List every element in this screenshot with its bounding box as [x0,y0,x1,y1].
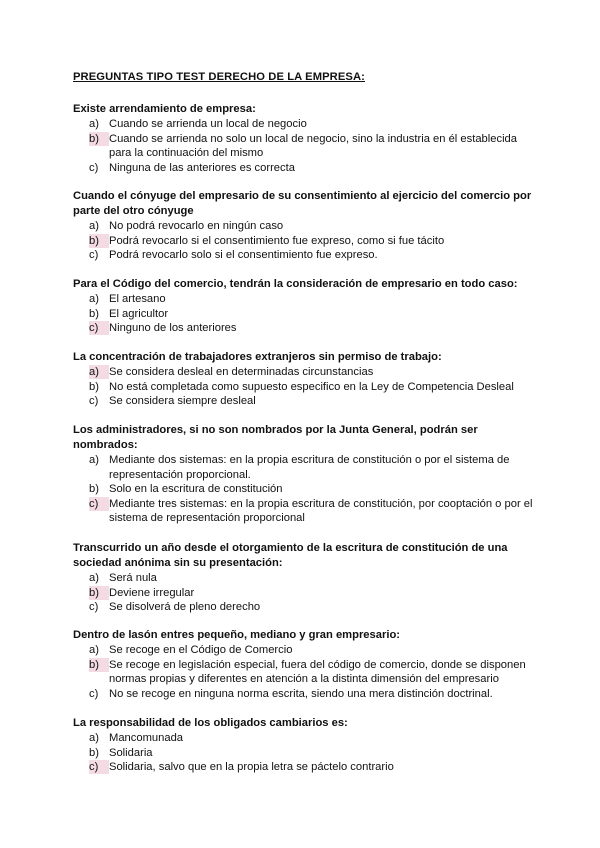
option-text: Se recoge en legislación especial, fuera del código de comercio, donde se disponen normas propias y diferentes en atención a la distinta dimensión del empresario [109,658,526,686]
option-item [73,643,533,658]
options-list [73,292,533,336]
option-item [73,746,533,761]
option-text: Será nula [109,572,157,584]
option-item [73,482,533,497]
option-text: Podrá revocarlo si el consentimiento fue expreso, como si fue tácito [109,234,445,247]
option-letter: b) [89,132,109,146]
option-letter: c) [89,687,99,700]
option-letter: b) [89,658,109,672]
option-text: Ninguno de los anteriores [109,322,237,335]
option-text: Podrá revocarlo solo si el consentimiento fue expreso. [109,249,378,262]
options-list [73,365,533,409]
option-letter: a) [89,118,99,130]
option-text: Se disolverá de pleno derecho [109,601,261,614]
option-letter: c) [89,321,109,335]
question-block [73,102,533,175]
question-block [73,423,533,526]
option-letter: c) [89,760,109,774]
option-item [73,658,533,687]
option-letter: b) [89,234,109,248]
option-item [73,687,533,702]
option-item [73,497,533,526]
option-item [73,365,533,380]
option-item [73,307,533,322]
option-item [73,321,533,336]
options-list [73,571,533,615]
option-text: Se considera desleal en determinadas circunstancias [109,366,374,378]
options-list [73,731,533,775]
question-block [73,541,533,615]
option-item [73,292,533,307]
option-text: No se recoge en ninguna norma escrita, siendo una mera distinción doctrinal. [109,687,493,700]
option-text: Mediante tres sistemas: en la propia escritura de constitución, por cooptación o por el sistema de representación proporcional [109,497,533,525]
document-title: PREGUNTAS TIPO TEST DERECHO DE LA EMPRESA: [73,71,365,83]
option-item [73,453,533,482]
option-letter: c) [89,395,99,408]
option-letter: c) [89,497,109,511]
question-block [73,628,533,701]
option-item [73,117,533,132]
option-text: Se considera siempre desleal [109,395,256,408]
option-item [73,234,533,249]
option-letter: a) [89,293,99,305]
question-text: Existe arrendamiento de empresa: [73,103,256,115]
option-letter: a) [89,732,99,744]
option-letter: c) [89,161,99,174]
option-item [73,219,533,234]
option-text: Ninguna de las anteriores es correcta [109,161,295,174]
option-item [73,248,533,263]
option-text: Deviene irregular [109,586,195,599]
option-letter: b) [89,746,99,759]
option-letter: b) [89,483,99,496]
question-block [73,189,533,263]
option-item [73,394,533,409]
option-item [73,600,533,615]
question-text: Los administradores, si no son nombrados por la Junta General, podrán ser nombrados: [73,424,478,451]
option-letter: c) [89,249,99,262]
option-text: Mediante dos sistemas: en la propia escritura de constitución o por el sistema de representación proporcional. [109,454,510,481]
option-text: Cuando se arrienda no solo un local de negocio, sino la industria en él establecida para la continuación del mismo [109,132,517,160]
option-text: No está completada como supuesto especifico en la Ley de Competencia Desleal [109,380,514,393]
question-text: Transcurrido un año desde el otorgamiento de la escritura de constitución de una sociedad anónima sin su presentación: [73,542,508,569]
option-letter: b) [89,380,99,393]
question-text: La concentración de trabajadores extranjeros sin permiso de trabajo: [73,351,442,363]
question-block [73,350,533,409]
option-letter: a) [89,644,99,656]
options-list [73,453,533,526]
question-text: Para el Código del comercio, tendrán la consideración de empresario en todo caso: [73,278,518,290]
question-block [73,277,533,336]
option-item [73,586,533,601]
option-item [73,132,533,161]
question-text: Cuando el cónyuge del empresario de su consentimiento al ejercicio del comercio por parte del otro cónyuge [73,190,532,217]
question-text: Dentro de lasón entres pequeño, mediano y gran empresario: [73,629,400,641]
option-letter: b) [89,307,99,320]
option-text: No podrá revocarlo en ningún caso [109,220,284,232]
options-list [73,219,533,263]
option-letter: b) [89,586,109,600]
option-text: Se recoge en el Código de Comercio [109,644,293,656]
option-letter: c) [89,601,99,614]
question-block [73,716,533,775]
option-letter: a) [89,365,109,379]
options-list [73,643,533,701]
option-letter: a) [89,220,99,232]
option-item [73,161,533,176]
option-letter: a) [89,454,99,466]
option-item [73,571,533,586]
option-text: El agricultor [109,307,169,320]
option-text: Mancomunada [109,732,184,744]
option-text: Solo en la escritura de constitución [109,483,283,496]
option-item [73,380,533,395]
option-item [73,731,533,746]
option-text: Cuando se arrienda un local de negocio [109,118,307,130]
question-text: La responsabilidad de los obligados cambiarios es: [73,717,348,729]
option-text: Solidaria [109,746,153,759]
option-text: Solidaria, salvo que en la propia letra se páctelo contrario [109,761,394,774]
option-item [73,760,533,775]
option-text: El artesano [109,293,166,305]
options-list [73,117,533,175]
option-letter: a) [89,572,99,584]
